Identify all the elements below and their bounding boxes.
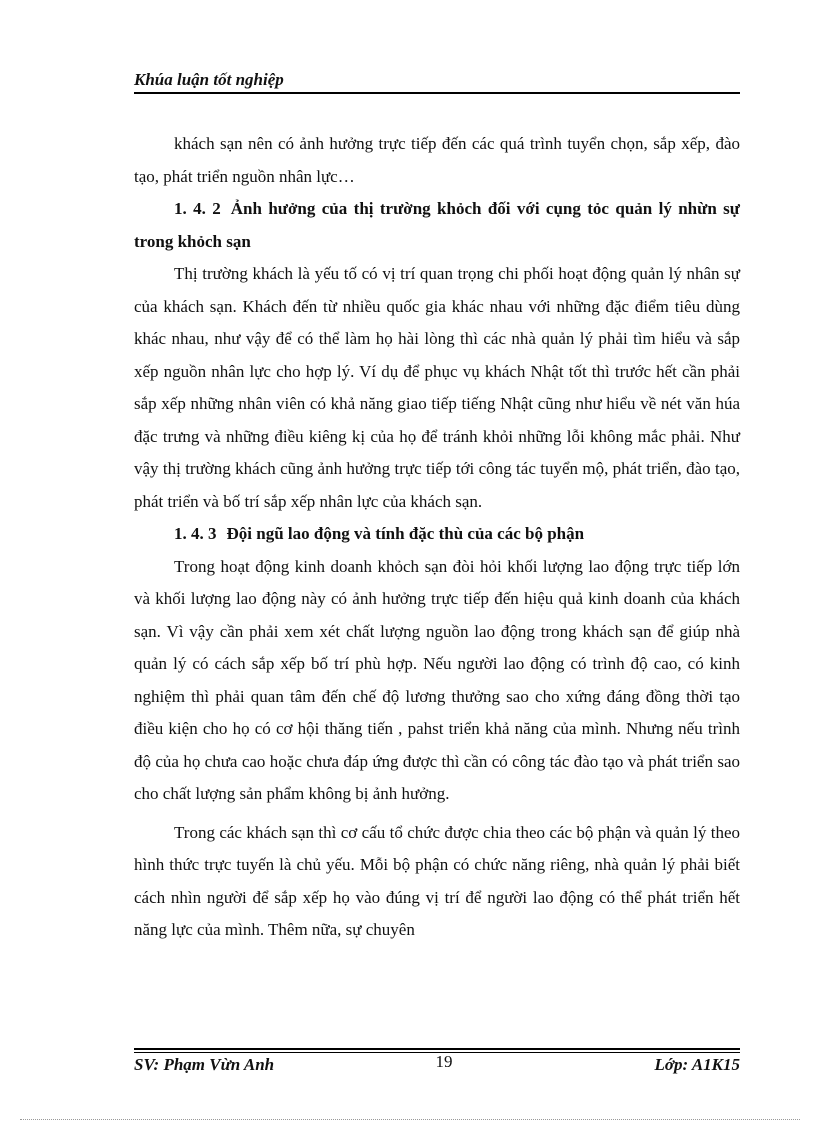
page-number: 19: [435, 1052, 453, 1071]
paragraph-1: khách sạn nên có ảnh hưởng trực tiếp đến các quá trình tuyển chọn, sắp xếp, đào tạo, phát triển nguồn nhân lực…: [134, 134, 740, 186]
section-heading-1-4-3: [134, 518, 740, 551]
footer-student-name: SV: Phạm Vừn Anh: [134, 1055, 275, 1074]
section-number: 1. 4. 3: [174, 524, 217, 543]
page-header: [134, 70, 740, 90]
header-rule: [134, 92, 740, 94]
header-title: Khúa luận tốt nghiệp: [134, 70, 284, 89]
footer-rule-thick: [134, 1048, 740, 1050]
section-number: 1. 4. 2: [174, 199, 221, 218]
page-body: [134, 128, 740, 947]
page-bottom-dotted-border: [20, 1119, 800, 1120]
paragraph-3: Trong hoạt động kinh doanh khỏch sạn đòi hỏi khối lượng lao động trực tiếp lớn và khối lượng lao động này có ảnh hưởng trực tiếp đến hiệu quả kinh doanh của khách sạn. Vì vậy cần phải xem xét chất lượng nguồn lao động trong khách sạn để giúp nhà quản lý có cách sắp xếp bố trí phù hợp. Nếu người lao động có trình độ cao, có kinh nghiệm thì phải quan tâm đến chế độ lương thưởng sao cho xứng đáng đồng thời tạo điều kiện cho họ có cơ hội thăng tiến , pahst triển khả năng của mình. Nhưng nếu trình độ của họ chưa cao hoặc chưa đáp ứng được thì cần có công tác đào tạo và phát triển sao cho chất lượng sản phẩm không bị ảnh hưởng.: [134, 556, 740, 803]
section-title: Ảnh hưởng của thị trường khỏch đối với cụng tỏc quản lý nhừn sự trong khỏch sạn: [134, 199, 740, 251]
footer-class: Lớp: A1K15: [654, 1055, 740, 1074]
paragraph-4: Trong các khách sạn thì cơ cấu tổ chức được chia theo các bộ phận và quản lý theo hình thức trực tuyến là chủ yếu. Mỗi bộ phận có chức năng riêng, nhà quản lý phải biết cách nhìn người để sắp xếp họ vào đúng vị trí để người lao động có thể phát triển hết năng lực của mình. Thêm nữa, sự chuyên: [134, 822, 740, 939]
paragraph-2: Thị trường khách là yếu tố có vị trí quan trọng chi phối hoạt động quản lý nhân sự của khách sạn. Khách đến từ nhiều quốc gia khác nhau với những đặc điểm tiêu dùng khác nhau, như vậy để có thể làm họ hài lòng thì các nhà quản lý phải tìm hiểu và sắp xếp nguồn nhân lực cho hợp lý. Ví dụ để phục vụ khách Nhật tốt thì trước hết cần phải sắp xếp những nhân viên có khả năng giao tiếp tiếng Nhật cũng như hiểu về nét văn húa đặc trưng và những điều kiêng kị của họ để tránh khỏi những lỗi không mắc phải. Như vậy thị trường khách cũng ảnh hưởng trực tiếp tới công tác tuyển mộ, phát triển, đào tạo, phát triển và bố trí sắp xếp nhân lực của khách sạn.: [134, 264, 740, 511]
section-heading-1-4-2: [134, 193, 740, 258]
section-title: Đội ngũ lao động và tính đặc thù của các bộ phận: [226, 524, 585, 543]
